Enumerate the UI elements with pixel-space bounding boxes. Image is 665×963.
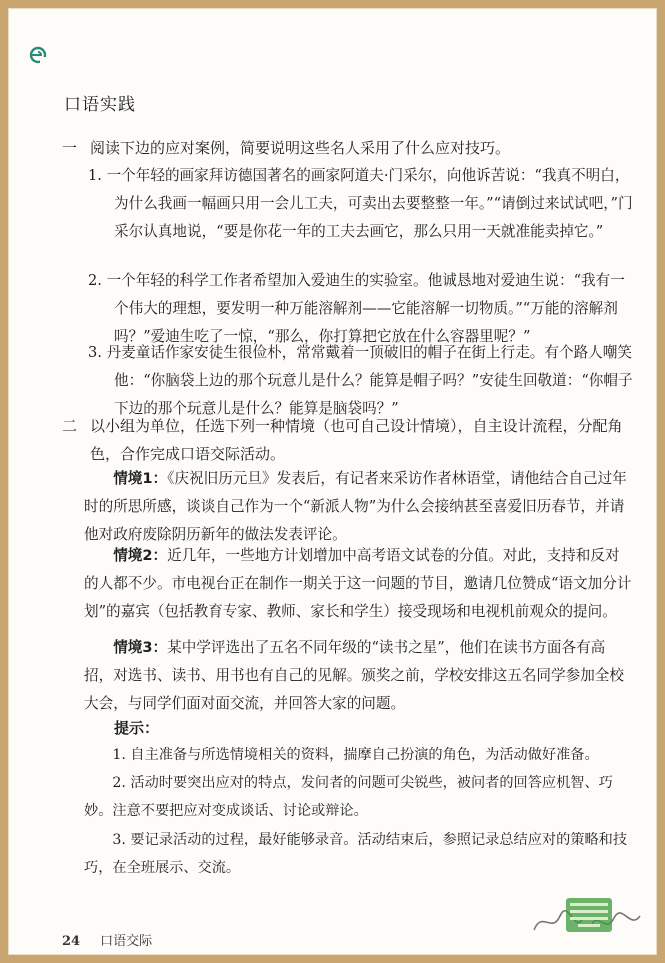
scene-text: 《庆祝旧历元旦》发表后，有记者来采访作者林语堂，请他结合自己过年时的所思所感，谈谈自己作为一个“新派人物”为什么会接纳甚至喜爱旧历春节，并请他对政府废除阴历新年的做法发表评论。: [84, 470, 627, 543]
curl-logo-icon: [28, 45, 48, 65]
tips-title: 提示：: [114, 719, 160, 737]
tip-item: 2. 活动时要突出应对的特点，发问者的问题可尖锐些，被问者的回答应机智、巧妙。注意不要把应对变成谈话、讨论或辩论。: [84, 775, 613, 819]
tip-item: 1. 自主准备与所选情境相关的资料，揣摩自己扮演的角色，为活动做好准备。: [112, 747, 599, 763]
textbook-page: [8, 8, 657, 955]
question-text: 阅读下边的应对案例，简要说明这些名人采用了什么应对技巧。: [90, 139, 511, 157]
list-item: 3. 丹麦童话作家安徒生很俭朴，常常戴着一顶破旧的帽子在街上行走。有个路人嘲笑他：“你脑袋上边的那个玩意儿是什么？能算是帽子吗？”安徒生回敬道：“你帽子下边的那个玩意儿是什么？能算是脑袋吗？”: [88, 344, 633, 417]
list-item: 1. 一个年轻的画家拜访德国著名的画家阿道夫·门采尔，向他诉苦说：“我真不明白，为什么我画一幅画只用一会儿工夫，可卖出去要整整一年。”“请倒过来试试吧，”门采尔认真地说，“要是你花一年的工夫去画它，那么只用一天就准能卖掉它。”: [88, 167, 633, 240]
scene-label: 情境2：: [113, 547, 168, 564]
scene-text: 近几年，一些地方计划增加中高考语文试卷的分值。对此，支持和反对的人都不少。市电视台正在制作一期关于这一问题的节目，邀请几位赞成“语文加分计划”的嘉宾（包括教育专家、教师、家长和学生）接受现场和电视机前观众的提问。: [84, 547, 632, 620]
list-item: 2. 一个年轻的科学工作者希望加入爱迪生的实验室。他诚恳地对爱迪生说：“我有一个伟大的理想，要发明一种万能溶解剂——它能溶解一切物质。”“万能的溶解剂吗？”爱迪生吃了一惊，“那么，你打算把它放在什么容器里呢？”: [88, 272, 625, 345]
question-number: 二: [62, 417, 78, 435]
tip-item: 3. 要记录活动的过程，最好能够录音。活动结束后，参照记录总结应对的策略和技巧，在全班展示、交流。: [84, 832, 628, 876]
watermark-stamp-icon: [526, 890, 646, 942]
scene-text: 某中学评选出了五名不同年级的“读书之星”，他们在读书方面各有高招，对选书、读书、用书也有自己的见解。颁奖之前，学校安排这五名同学参加全校大会，与同学们面对面交流，并回答大家的问题。: [84, 639, 624, 712]
page-footer: [62, 930, 152, 949]
section-title: 口语实践: [64, 95, 136, 115]
scene-label: 情境1：: [113, 470, 168, 487]
page-number: 24: [62, 934, 81, 949]
scene-paragraph: [84, 542, 634, 626]
footer-unit: 口语交际: [100, 934, 153, 949]
scene-label: 情境3：: [113, 639, 168, 656]
scene-paragraph: [84, 465, 634, 549]
scene-paragraph: [84, 634, 634, 718]
question-text: 以小组为单位，任选下列一种情境（也可自己设计情境），自主设计流程，分配角色，合作完成口语交际活动。: [90, 417, 623, 463]
question-number: 一: [62, 139, 78, 157]
